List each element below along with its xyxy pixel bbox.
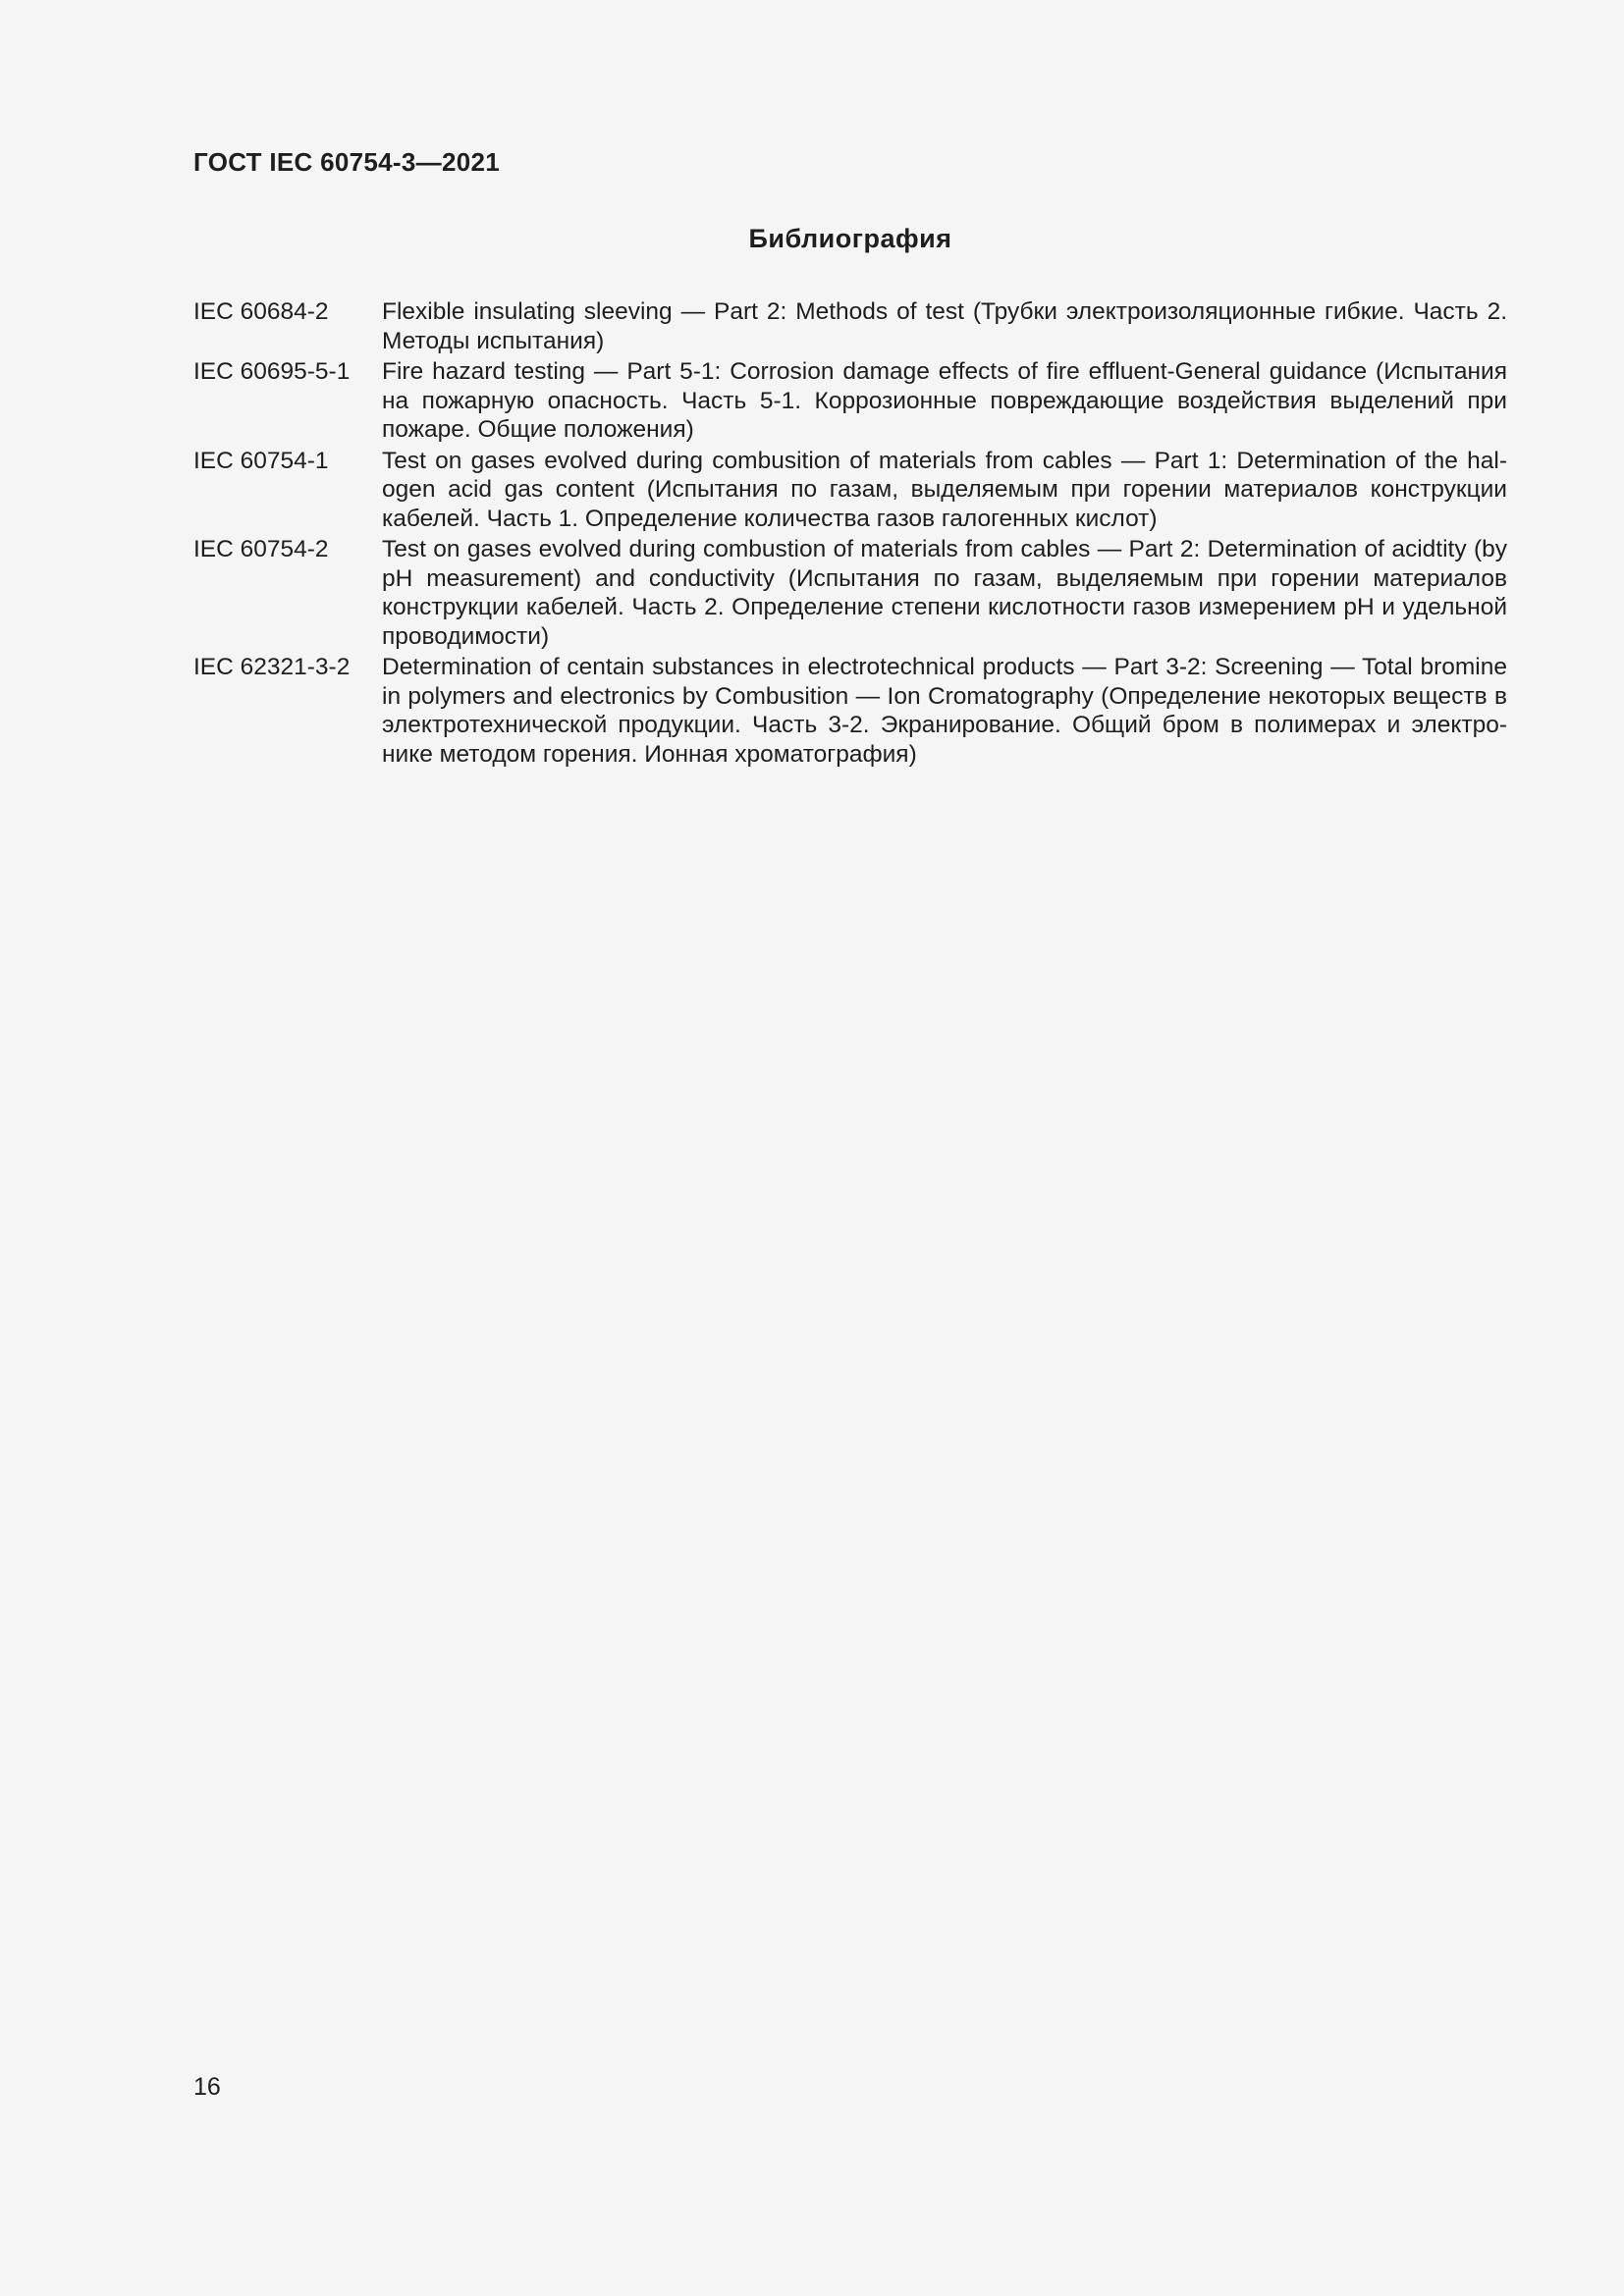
reference-code: IEC 62321-3-2 bbox=[193, 654, 351, 680]
reference-title: Test on gases evolved during combusition of materials from cables — Part 1: Determination of the halogen acid gas content (Испытания по газам, выделяемым при горении материалов конструкции кабелей. Часть 1. Определение количества газов галогенных кислот) bbox=[382, 447, 1507, 532]
reference-title: Test on gases evolved during combustion of materials from cables — Part 2: Determination of acidtity (by pH measurement) and conductivity (Испытания по газам, выделяемым при горении материалов конструкции кабелей. Часть 2. Определение степени кислотности газов измерением pH и удельной проводимости) bbox=[382, 536, 1507, 650]
reference-title: Flexible insulating sleeving — Part 2: Methods of test (Трубки электроизоляционные гибкие. Часть 2. Методы испытания) bbox=[382, 298, 1507, 354]
section-title: Библиография bbox=[748, 224, 952, 253]
reference-title: Fire hazard testing — Part 5-1: Corrosion damage effects of fire effluent-General guidance (Испытания на пожарную опасность. Часть 5-1. Коррозионные повреждающие воздействия выделений при пожаре. Общие положения) bbox=[382, 358, 1507, 443]
reference-code: IEC 60695-5-1 bbox=[193, 358, 351, 385]
bibliography-entry bbox=[193, 535, 1507, 651]
bibliography-entry bbox=[193, 653, 1507, 769]
bibliography-list bbox=[193, 297, 1507, 771]
reference-code: IEC 60754-2 bbox=[193, 536, 329, 562]
reference-code: IEC 60684-2 bbox=[193, 298, 329, 325]
page-number: 16 bbox=[193, 2073, 221, 2101]
reference-code: IEC 60754-1 bbox=[193, 447, 329, 474]
document-header: ГОСТ IEC 60754-3—2021 bbox=[193, 147, 500, 177]
bibliography-entry bbox=[193, 297, 1507, 355]
bibliography-entry bbox=[193, 357, 1507, 445]
reference-title: Determination of centain substances in electrotechnical products — Part 3-2: Screening — Total bromine in polymers and electronics by Combusition — Ion Cromatography (Определение некоторых веществ в электротехнической продукции. Часть 3-2. Экранирование. Общий бром в полимерах и электронике методом горения. Ионная хроматография) bbox=[382, 654, 1507, 768]
bibliography-entry bbox=[193, 447, 1507, 534]
